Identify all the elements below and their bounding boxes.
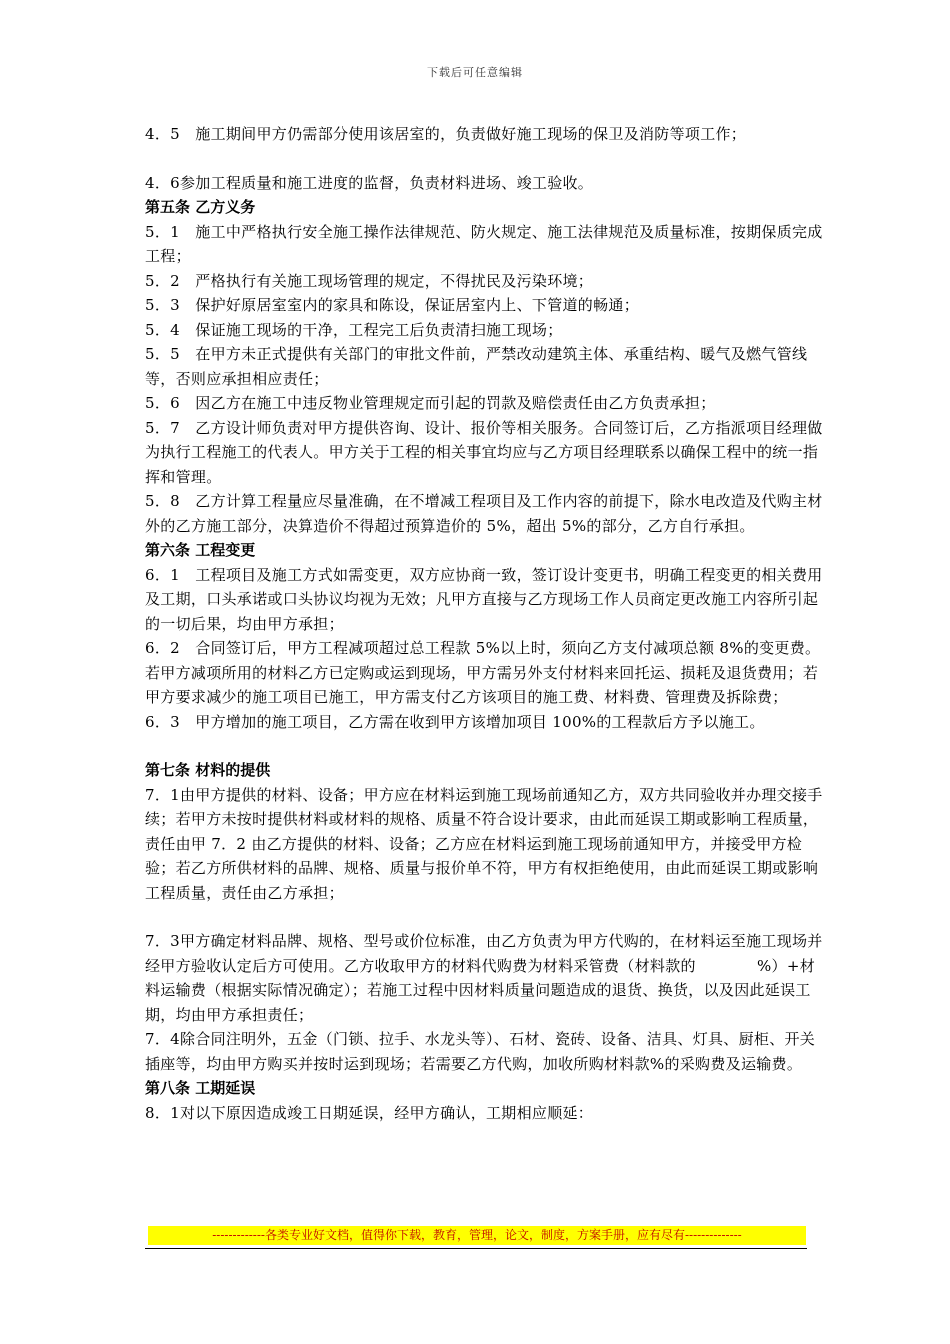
clause-5-2: 5．2 严格执行有关施工现场管理的规定，不得扰民及污染环境； xyxy=(145,271,594,290)
clause-5-4: 5．4 保证施工现场的干净，工程完工后负责清扫施工现场； xyxy=(145,320,563,339)
clause-6-1: 6．1 工程项目及施工方式如需变更，双方应协商一致，签订设计变更书，明确工程变更的相关费用及工期，口头承诺或口头协议均视为无效；凡甲方直接与乙方现场工作人员商定更改施工内容所引起的一切后果，均由甲方承担； xyxy=(145,565,823,633)
footer-banner: -------------各类专业好文档，值得你下载，教育，管理，论文，制度，方案手册，应有尽有-------------- xyxy=(148,1226,806,1245)
clause-7-4: 7．4除合同注明外，五金（门锁、拉手、水龙头等）、石材、瓷砖、设备、洁具、灯具、厨柜、开关插座等，均由甲方购买并按时运到现场；若需要乙方代购，加收所购材料款%的采购费及运输费。 xyxy=(145,1030,816,1073)
clause-5-1: 5．1 施工中严格执行安全施工操作法律规范、防火规定、施工法律规范及质量标准，按期保质完成工程； xyxy=(145,222,823,265)
clause-6-3: 6．3 甲方增加的施工项目，乙方需在收到甲方该增加项目 100%的工程款后方予以施工。 xyxy=(145,712,765,731)
clause-7-3: 7．3甲方确定材料品牌、规格、型号或价位标准，由乙方负责为甲方代购的，在材料运至施工现场并经甲方验收认定后方可使用。乙方收取甲方的材料代购费为材料采管费（材料款的 %）+材料运输费（根据实际情况确定）；若施工过程中因材料质量问题造成的退货、换货，以及因此延误工期，均由甲方承担责任； xyxy=(145,932,823,1024)
clause-5-7: 5．7 乙方设计师负责对甲方提供咨询、设计、报价等相关服务。合同签订后，乙方指派项目经理做为执行工程施工的代表人。甲方关于工程的相关事宜均应与乙方项目经理联系以确保工程中的统一指挥和管理。 xyxy=(145,418,823,486)
clause-7-1: 7．1由甲方提供的材料、设备；甲方应在材料运到施工现场前通知乙方，双方共同验收并办理交接手续；若甲方未按时提供材料或材料的规格、质量不符合设计要求，由此而延误工期或影响工程质量，责任由甲 7．2 由乙方提供的材料、设备；乙方应在材料运到施工现场前通知甲方，并接受甲方检验；若乙方所供材料的品牌、规格、质量与报价单不符，甲方有权拒绝使用，由此而延误工期或影响工程质量，责任由乙方承担； xyxy=(145,785,823,902)
clause-5-5: 5．5 在甲方未正式提供有关部门的审批文件前，严禁改动建筑主体、承重结构、暖气及燃气管线等，否则应承担相应责任； xyxy=(145,345,808,388)
clause-6-2: 6．2 合同签订后，甲方工程减项超过总工程款 5%以上时，须向乙方支付减项总额 8%的变更费。若甲方减项所用的材料乙方已定购或运到现场，甲方需另外支付材料来回托运、损耗及退货费用；若甲方要求减少的施工项目已施工，甲方需支付乙方该项目的施工费、材料费、管理费及拆除费； xyxy=(145,639,821,706)
article-7-heading: 第七条 材料的提供 xyxy=(145,761,271,779)
footer-divider xyxy=(145,1248,807,1249)
article-8-heading: 第八条 工期延误 xyxy=(145,1079,256,1097)
document-body xyxy=(145,122,825,1125)
clause-5-3: 5．3 保护好原居室室内的家具和陈设，保证居室内上、下管道的畅通； xyxy=(145,296,639,314)
clause-5-6: 5．6 因乙方在施工中违反物业管理规定而引起的罚款及赔偿责任由乙方负责承担； xyxy=(145,394,716,412)
clause-4-5: 4．5 施工期间甲方仍需部分使用该居室的，负责做好施工现场的保卫及消防等项工作； xyxy=(145,125,747,143)
clause-5-8: 5．8 乙方计算工程量应尽量准确，在不增减工程项目及工作内容的前提下，除水电改造及代购主材外的乙方施工部分，决算造价不得超过预算造价的 5%，超出 5%的部分，乙方自行承担。 xyxy=(145,492,823,535)
clause-8-1: 8．1对以下原因造成竣工日期延误，经甲方确认，工期相应顺延： xyxy=(145,1103,594,1122)
page-header: 下载后可任意编辑 xyxy=(427,66,523,79)
article-6-heading: 第六条 工程变更 xyxy=(145,541,256,559)
clause-4-6: 4．6参加工程质量和施工进度的监督，负责材料进场、竣工验收。 xyxy=(145,173,594,192)
article-5-heading: 第五条 乙方义务 xyxy=(145,198,256,216)
